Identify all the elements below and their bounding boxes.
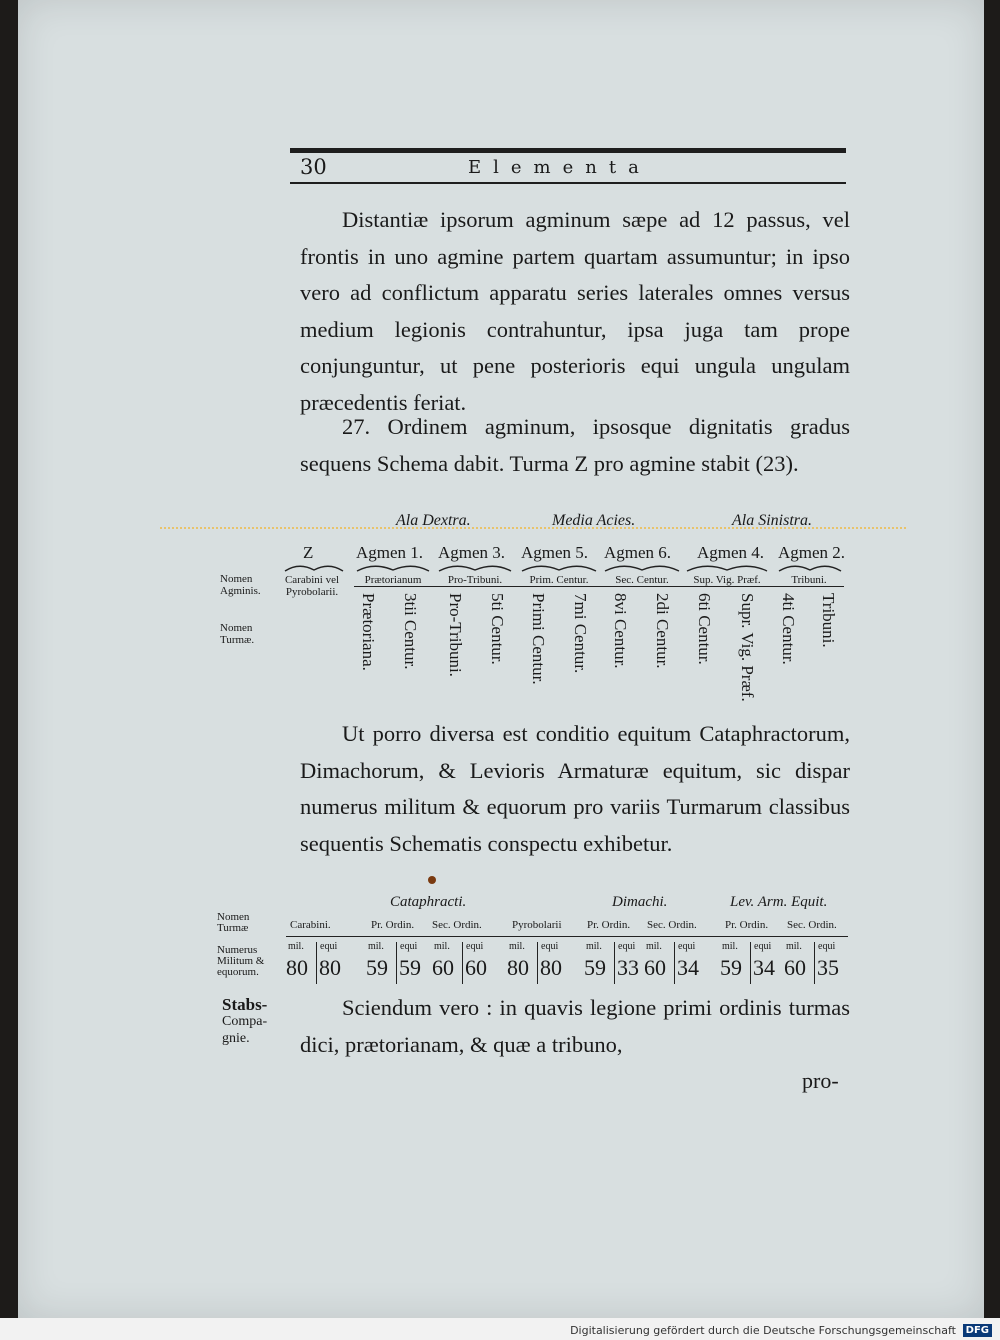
agmen-4: Agmen 4. <box>697 543 765 562</box>
cap-equi: equi <box>818 941 836 952</box>
turma-5ti-centur: 5ti Centur. <box>488 593 507 665</box>
cell-divider <box>462 942 463 984</box>
cap-equi: equi <box>466 941 484 952</box>
cell-divider <box>814 942 815 984</box>
paragraph-27: 27. Ordinem agminum, ipsosque dignitatis gradus sequens Schema dabit. Turma Z pro agmine stabit (23). <box>300 414 850 476</box>
turma-8vi-centur: 8vi Centur. <box>611 593 630 669</box>
footer-bar <box>0 1318 1000 1340</box>
wing-right-label: Ala Dextra. <box>396 512 471 529</box>
col-lev-sec-ordin: Sec. Ordin. <box>787 919 837 931</box>
brace-agmen-3 <box>438 562 512 572</box>
margin-note <box>222 996 267 1047</box>
catchword: pro- <box>802 1068 839 1093</box>
group-dimachi: Dimachi. <box>612 894 668 910</box>
brace-agmen-4 <box>686 562 768 572</box>
cell-divider <box>316 942 317 984</box>
value-mil: 60 <box>432 955 454 980</box>
col-cata-pr-ordin: Pr. Ordin. <box>371 919 415 931</box>
cell-divider <box>537 942 538 984</box>
cap-mil: mil. <box>786 941 802 952</box>
cell-divider <box>674 942 675 984</box>
value-equi: 59 <box>399 955 421 980</box>
cell-divider <box>396 942 397 984</box>
margin-note-line-1: Stabs- <box>222 995 268 1014</box>
nomen-agmen-3: Pro-Tribuni. <box>447 574 503 586</box>
value-equi: 80 <box>540 955 562 980</box>
cap-equi: equi <box>400 941 418 952</box>
col-cata-sec-ordin: Sec. Ordin. <box>432 919 482 931</box>
value-mil: 59 <box>366 955 388 980</box>
cap-mil: mil. <box>434 941 450 952</box>
turma-primi-centur: Primi Centur. <box>529 593 548 685</box>
group-lev-arm-equit: Lev. Arm. Equit. <box>730 894 828 910</box>
turma-4ti-centur: 4ti Centur. <box>779 593 798 665</box>
margin-note-line-2: Compa- <box>222 1014 268 1029</box>
value-mil: 59 <box>720 955 742 980</box>
nomen-agmen-z: Carabini vel Pyrobolarii. <box>284 574 340 598</box>
value-equi: 60 <box>465 955 487 980</box>
page-number: 30 <box>300 155 327 179</box>
turma-pro-tribuni: Pro-Tribuni. <box>446 593 465 677</box>
cell-divider <box>750 942 751 984</box>
col-dima-sec-ordin: Sec. Ordin. <box>647 919 697 931</box>
value-equi: 33 <box>617 955 639 980</box>
ink-speck <box>428 876 436 884</box>
cap-equi: equi <box>754 941 772 952</box>
dfg-logo: DFG <box>963 1324 992 1337</box>
col-carabini: Carabini. <box>290 919 331 931</box>
col-pyrobolarii: Pyrobolarii <box>512 919 562 931</box>
paragraph-sciendum: Sciendum vero : in quavis legione primi ordinis turmas dici, prætorianam, & quæ a tribuno, <box>300 995 850 1057</box>
s2-label-nomen-turmae: Nomen Turmæ <box>217 911 250 934</box>
s2-label-numerus: Numerus Militum & equorum. <box>217 944 265 978</box>
value-mil: 60 <box>784 955 806 980</box>
paragraph-ut-porro: Ut porro diversa est conditio equitum Cataphractorum, Dimachorum, & Levioris Armaturæ equitum, sic dispar numerus militum & equorum pro variis Turmarum classibus sequentis Schematis conspectu exhibetur. <box>300 721 850 856</box>
value-mil: 80 <box>507 955 529 980</box>
wing-left-label: Ala Sinistra. <box>732 512 813 529</box>
nomen-agmen-5: Prim. Centur. <box>529 574 589 586</box>
brace-agmen-6 <box>604 562 680 572</box>
scheme1-underline <box>354 586 844 587</box>
agmen-z: Z <box>303 543 314 562</box>
cap-equi: equi <box>541 941 559 952</box>
cap-mil: mil. <box>368 941 384 952</box>
header-rule-thin <box>290 182 846 184</box>
cap-equi: equi <box>618 941 636 952</box>
nomen-agmen-1: Prætorianum <box>364 574 422 586</box>
agmen-5: Agmen 5. <box>521 543 589 562</box>
paragraph-distantiae: Distantiæ ipsorum agminum sæpe ad 12 passus, vel frontis in uno agmine partem quartam assumuntur; in ipso vero ad conflictum apparatu series laterales omnes versus medium legionis contrahuntur, ipsa juga tam prope conjunguntur, ut pene posterioris equi ungula ungulam præcedentis feriat. <box>300 207 850 415</box>
brace-agmen-1 <box>356 562 430 572</box>
col-lev-pr-ordin: Pr. Ordin. <box>725 919 769 931</box>
turma-7mi-centur: 7mi Centur. <box>571 593 590 674</box>
value-equi: 34 <box>677 955 699 980</box>
group-cataphracti: Cataphracti. <box>390 894 467 910</box>
value-equi: 35 <box>817 955 839 980</box>
turma-3tii-centur: 3tii Centur. <box>401 593 420 670</box>
row-label-nomen-agminis: Nomen Agminis. <box>220 573 261 597</box>
value-mil: 60 <box>644 955 666 980</box>
cap-mil: mil. <box>288 941 304 952</box>
scheme2-underline <box>286 936 848 937</box>
agmen-2: Agmen 2. <box>778 543 846 562</box>
cap-mil: mil. <box>509 941 525 952</box>
brace-agmen-5 <box>521 562 597 572</box>
nomen-agmen-4: Sup. Vig. Præf. <box>693 574 761 586</box>
row-label-nomen-turmae: Nomen Turmæ. <box>220 622 255 646</box>
cell-divider <box>614 942 615 984</box>
brace-agmen-2 <box>778 562 842 572</box>
value-equi: 34 <box>753 955 775 980</box>
footer-credit: Digitalisierung gefördert durch die Deutsche Forschungsgemeinschaft <box>570 1324 956 1337</box>
nomen-agmen-6: Sec. Centur. <box>615 574 669 586</box>
col-dima-pr-ordin: Pr. Ordin. <box>587 919 631 931</box>
value-mil: 80 <box>286 955 308 980</box>
agmen-3: Agmen 3. <box>438 543 506 562</box>
cap-mil: mil. <box>722 941 738 952</box>
cap-mil: mil. <box>586 941 602 952</box>
cap-equi: equi <box>678 941 696 952</box>
turma-tribuni: Tribuni. <box>819 593 838 648</box>
turma-supr-vig-praef: Supr. Vig. Præf. <box>738 593 757 702</box>
turma-2di-centur: 2di Centur. <box>653 593 672 669</box>
cap-equi: equi <box>320 941 338 952</box>
value-equi: 80 <box>319 955 341 980</box>
agmen-1: Agmen 1. <box>356 543 424 562</box>
turma-6ti-centur: 6ti Centur. <box>695 593 714 665</box>
brace-z <box>284 562 344 572</box>
turma-praetoriana: Prætoriana. <box>359 593 378 671</box>
agmen-6: Agmen 6. <box>604 543 672 562</box>
running-head: Elementa <box>468 157 651 178</box>
wing-center-label: Media Acies. <box>552 512 636 529</box>
nomen-agmen-2: Tribuni. <box>791 574 827 586</box>
header-rule-thick <box>290 148 846 153</box>
value-mil: 59 <box>584 955 606 980</box>
margin-note-line-3: gnie. <box>222 1031 250 1046</box>
cap-mil: mil. <box>646 941 662 952</box>
